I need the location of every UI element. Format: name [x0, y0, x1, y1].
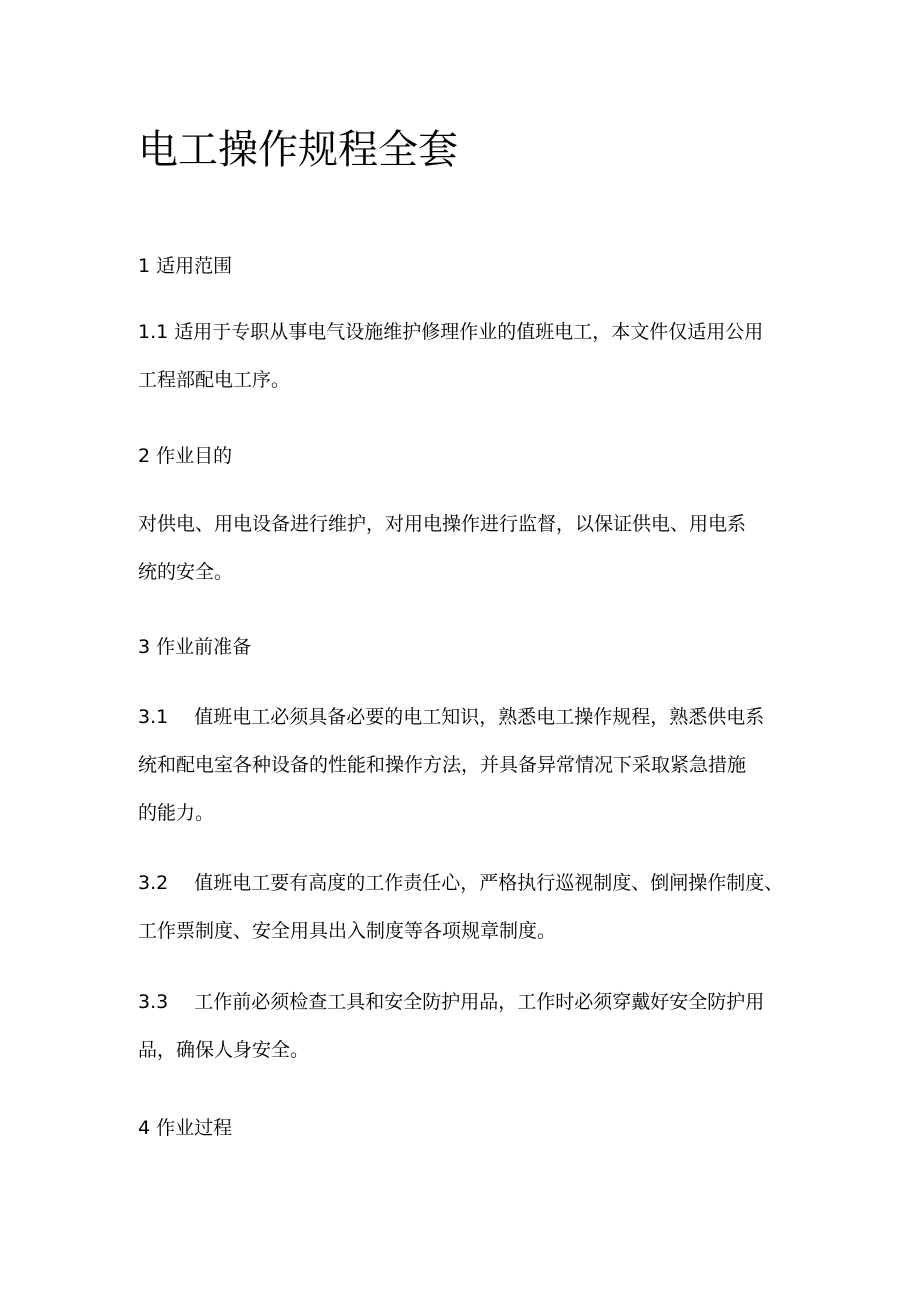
- document-title: 电工操作规程全套: [138, 127, 458, 173]
- paragraph-3-1-line-3: 的能力。: [138, 802, 215, 824]
- paragraph-text: 值班电工要有高度的工作责任心，严格执行巡视制度、倒闸操作制度、: [194, 872, 784, 894]
- section-number: 1: [138, 255, 151, 277]
- section-number: 2: [138, 445, 151, 467]
- paragraph-1-1-line-2: 工程部配电工序。: [138, 369, 291, 391]
- section-heading-text: 作业前准备: [156, 636, 252, 658]
- paragraph-3-2-line-2: 工作票制度、安全用具出入制度等各项规章制度。: [138, 920, 557, 942]
- section-heading-1: [138, 252, 232, 280]
- section-heading-text: 适用范围: [156, 255, 233, 277]
- section-heading-2: [138, 442, 232, 470]
- clause-number: 3.3: [138, 991, 169, 1013]
- paragraph-3-3-line-1: [138, 988, 764, 1016]
- section-heading-3: [138, 633, 251, 661]
- paragraph-3-3-line-2: 品，确保人身安全。: [138, 1039, 310, 1061]
- section-heading-text: 作业目的: [156, 445, 233, 467]
- section-heading-text: 作业过程: [156, 1117, 233, 1139]
- clause-number: 1.1: [138, 321, 169, 343]
- paragraph-2-line-2: 统的安全。: [138, 561, 234, 583]
- clause-number: 3.1: [138, 706, 169, 728]
- paragraph-3-2-line-1: [138, 869, 783, 897]
- paragraph-3-1-line-2: 统和配电室各种设备的性能和操作方法，并具备异常情况下采取紧急措施: [138, 754, 747, 776]
- clause-number: 3.2: [138, 872, 169, 894]
- paragraph-text: 工作前必须检查工具和安全防护用品，工作时必须穿戴好安全防护用: [194, 991, 765, 1013]
- paragraph-3-1-line-1: [138, 703, 764, 731]
- paragraph-2-line-1: 对供电、用电设备进行维护，对用电操作进行监督，以保证供电、用电系: [138, 513, 747, 535]
- paragraph-text: 值班电工必须具备必要的电工知识，熟悉电工操作规程，熟悉供电系: [194, 706, 765, 728]
- paragraph-text: 适用于专职从事电气设施维护修理作业的值班电工，本文件仅适用公用: [174, 321, 764, 343]
- section-number: 4: [138, 1117, 151, 1139]
- paragraph-1-1-line-1: [138, 318, 763, 346]
- section-number: 3: [138, 636, 151, 658]
- section-heading-4: [138, 1114, 232, 1142]
